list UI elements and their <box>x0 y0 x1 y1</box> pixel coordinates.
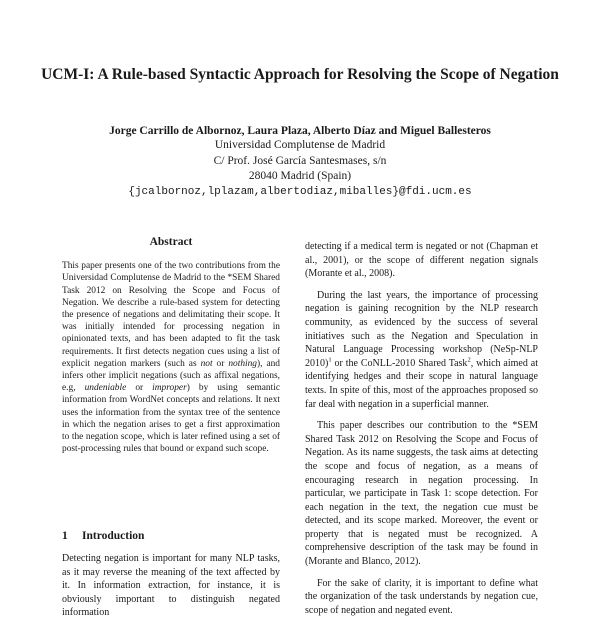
affiliation-city: 28040 Madrid (Spain) <box>248 170 352 182</box>
footnote-marker: 1 <box>328 356 332 364</box>
paragraph-contribution: This paper describes our contribution to the *SEM Shared Task 2012 on Resolving the Scope and Focus of Negation. As its name suggests, the task aims at detecting the scope and focus of negation, as a means of encouraging research in negation processing. In particular, we participate in Task 1: scope detection. For each negation in the text, the negation cue must be detected, and its scope marked. Moreover, the event or property that is negated must be recognized. A comprehensive description of the task may be found in (Morante and Blanco, 2012). <box>305 420 538 568</box>
introduction-text: Detecting negation is important for many NLP tasks, as it may reverse the meaning of the text affected by it. In information extraction, for instance, it is obviously important to distinguish negated information <box>62 553 280 619</box>
author-list: Jorge Carrillo de Albornoz, Laura Plaza, Alberto Díaz and Miguel Ballesteros <box>109 125 491 137</box>
right-column <box>305 240 538 625</box>
abstract-column <box>62 236 280 455</box>
affiliation-block <box>40 138 560 200</box>
section-heading-introduction <box>62 530 282 542</box>
paragraph-negation-research: During the last years, the importance of processing negation is gaining recognition by the NLP research community, as evidenced by the success of several initiatives such as the Negation and Speculation in Natural Language Processing workshop (NeSp-NLP 2010)$^1$ or the CoNLL-2010 Shared Task$^2$, which aimed at identifying hedges and their scope in natural language texts. In spite of this, most of the approaches proposed so far deal with negation in a superficial manner. <box>305 289 538 410</box>
section-title: Introduction <box>82 530 145 542</box>
affiliation-university: Universidad Complutense de Madrid <box>214 139 386 151</box>
section-number: 1 <box>62 530 68 542</box>
abstract-heading: Abstract <box>149 236 193 248</box>
footnote-marker: 2 <box>467 356 471 364</box>
paper-title: UCM-I: A Rule-based Syntactic Approach for Resolving the Scope of Negation <box>41 66 559 83</box>
author-emails: {jcalbornoz,lplazam,albertodiaz,miballes}@fdi.ucm.es <box>128 185 472 198</box>
paragraph-continuation: detecting if a medical term is negated or not (Chapman et al., 2001), or the scope of different negation signals (Morante et al., 2008). <box>305 241 538 280</box>
affiliation-street: C/ Prof. José García Santesmases, s/n <box>213 154 387 167</box>
paragraph-definitions: For the sake of clarity, it is important to define what the organization of the task understands by negation cue, scope of negation and negated event. <box>305 577 538 616</box>
abstract-text: This paper presents one of the two contributions from the Universidad Complutense de Madrid to the *SEM Shared Task 2012 on Resolving the Scope and Focus of Negation. We describe a rule-based system for detecting the presence of negations and delimitating their scope. It was initially intended for processing negation in opinionated texts, and has been adapted to fit the task requirements. It first detects negation cues using a list of explicit negation markers (such as not or nothing), and infers other implicit negations (such as affixal negations, e.g, undeniable or improper) by using semantic information from WordNet concepts and relations. It next uses the information from the syntax tree of the sentence in which the negation arises to get a first approximation to the negation scope, which is later refined using a set of post-processing rules that bound or expand such scope. <box>62 261 280 455</box>
